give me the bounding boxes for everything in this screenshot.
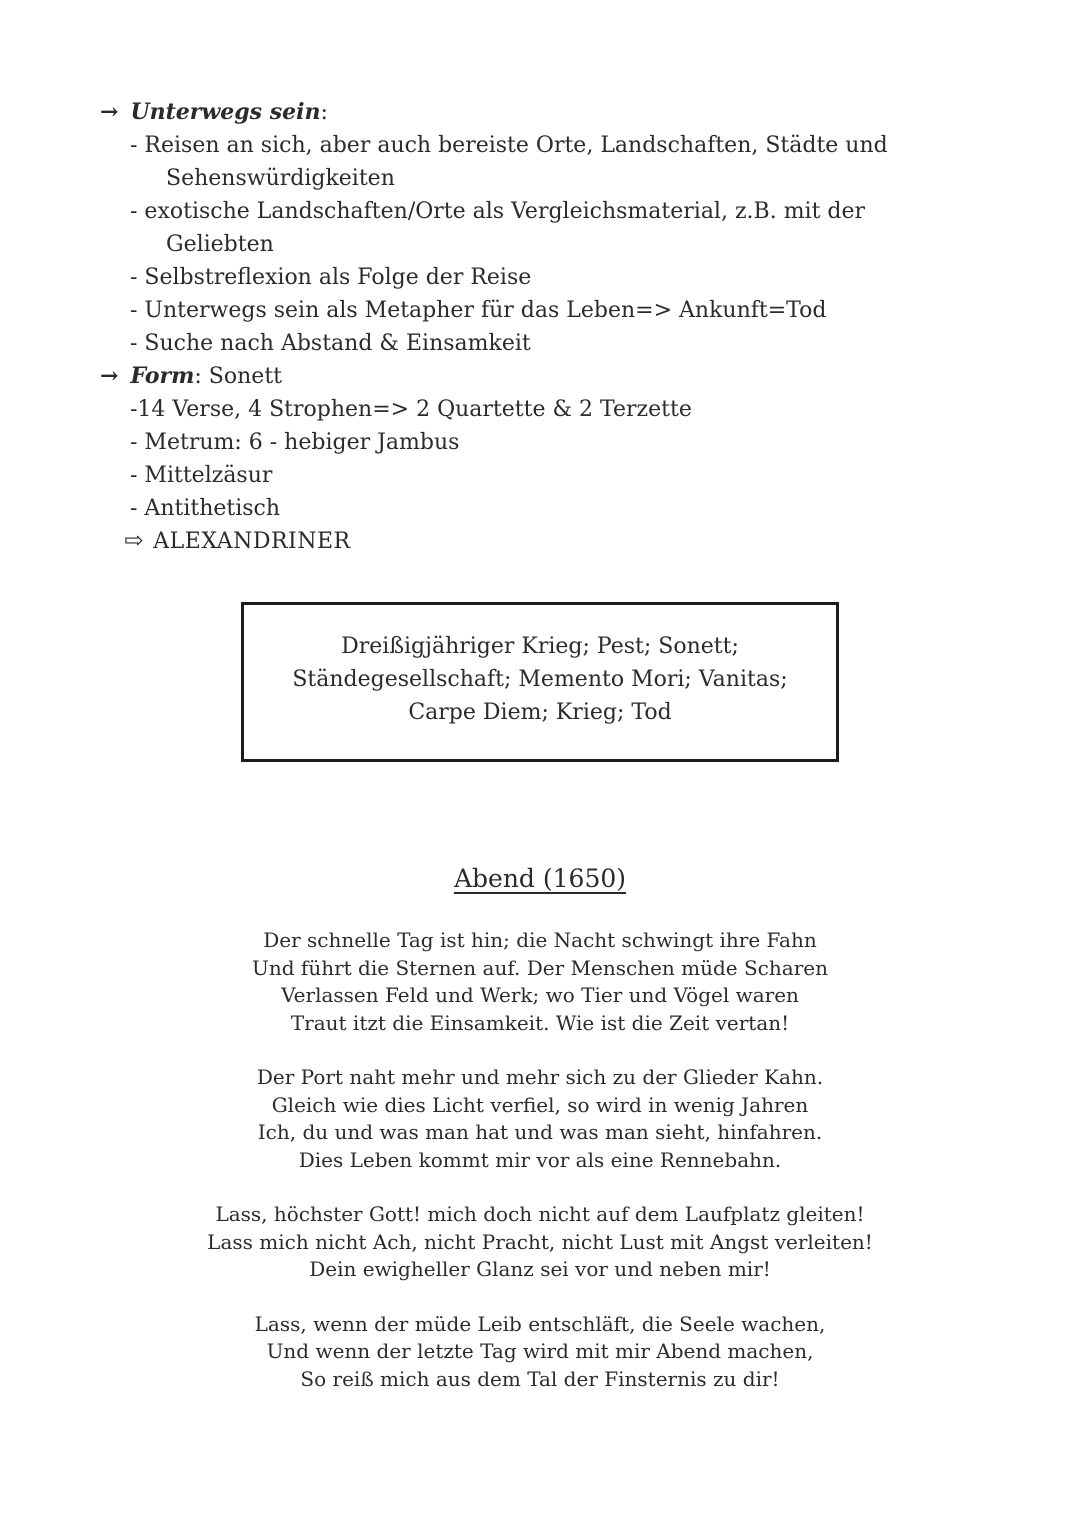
conclusion-text: ALEXANDRINER [153,529,351,554]
note-bullet-line: - Unterwegs sein als Metapher für das Leben=> Ankunft=Tod [130,298,827,323]
poem-line: Ich, du und was man hat und was man sieht, hinfahren. [257,1120,823,1144]
note-bullet-continuation: Geliebten [166,232,274,257]
poem-stanza-4 [0,1311,1080,1394]
poem-line: Der schnelle Tag ist hin; die Nacht schwingt ihre Fahn [263,928,817,952]
poem-line: Lass, wenn der müde Leib entschläft, die Seele wachen, [254,1311,826,1336]
poem-title [0,864,1080,893]
keyword-box-line: Dreißigjähriger Krieg; Pest; Sonett; [341,634,739,659]
keyword-box-line: Carpe Diem; Krieg; Tod [408,700,672,725]
note-bullet-line: - exotische Landschaften/Orte als Vergleichsmaterial, z.B. mit der [130,199,866,224]
heading-title: Unterwegs sein [130,99,321,125]
poem-line: Gleich wie dies Licht verfiel, so wird in wenig Jahren [271,1092,809,1117]
right-arrow-icon: → [100,363,119,389]
poem-line: Und wenn der letzte Tag wird mit mir Abend machen, [266,1339,814,1363]
heading-unterwegs-sein [100,96,1025,129]
note-bullet-line: - Metrum: 6 - hebiger Jambus [130,430,460,455]
poem-line: Traut itzt die Einsamkeit. Wie ist die Zeit vertan! [290,1010,790,1035]
poem-stanza-1 [0,927,1080,1037]
right-arrow-icon: → [100,99,119,125]
conclusion-line [100,525,1025,558]
poem-line: Der Port naht mehr und mehr sich zu der Glieder Kahn. [256,1065,824,1089]
note-bullet-line: - Selbstreflexion als Folge der Reise [130,265,532,290]
note-bullet-continuation: Sehenswürdigkeiten [166,166,395,191]
heading-suffix: : Sonett [194,364,282,389]
poem-line: Dein ewigheller Glanz sei vor und neben mir! [309,1257,771,1281]
note-bullet-line: - Antithetisch [130,496,281,521]
heading-suffix: : [320,100,328,125]
heading-form [100,360,1025,393]
heading-title: Form [130,363,195,389]
poem-line: So reiß mich aus dem Tal der Finsternis zu dir! [300,1366,780,1391]
poem-body [0,927,1080,1393]
keyword-box-line: Ständegesellschaft; Memento Mori; Vanitas; [292,667,788,692]
note-bullet-line: - Reisen an sich, aber auch bereiste Orte, Landschaften, Städte und [130,133,888,158]
poem-line: Lass mich nicht Ach, nicht Pracht, nicht Lust mit Angst verleiten! [207,1229,873,1254]
keyword-box [241,602,839,762]
poem-line: Und führt die Sternen auf. Der Menschen müde Scharen [252,955,828,980]
note-bullet-line: - Suche nach Abstand & Einsamkeit [130,331,531,356]
poem-stanza-3 [0,1201,1080,1284]
poem-title-text: Abend (1650) [453,864,627,893]
poem-line: Dies Leben kommt mir vor als eine Rennebahn. [298,1147,782,1172]
poem-line: Lass, höchster Gott! mich doch nicht auf dem Laufplatz gleiten! [215,1202,865,1226]
poem-line: Verlassen Feld und Werk; wo Tier und Vögel waren [281,983,799,1007]
note-bullet-line: -14 Verse, 4 Strophen=> 2 Quartette & 2 Terzette [130,397,692,422]
note-bullet-line: - Mittelzäsur [130,463,273,488]
double-arrow-icon: ⇨ [124,528,144,554]
notes-section [0,0,1080,558]
poem-stanza-2 [0,1064,1080,1174]
